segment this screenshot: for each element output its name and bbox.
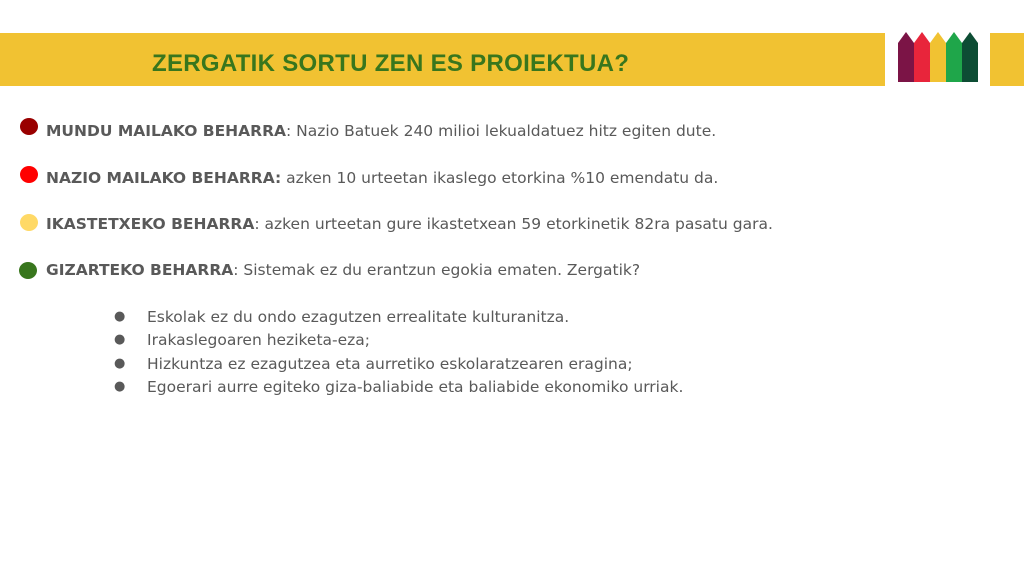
item-text: : Sistemak ez du erantzun egokia ematen. Zergatik?: [233, 261, 641, 279]
pencil-2: [914, 32, 930, 82]
bullet-mark: ●: [114, 379, 126, 394]
bullet-mark: ●: [114, 356, 126, 371]
bullet-text: Hizkuntza ez ezagutzea eta aurretiko eskolaratzearen eragina;: [147, 355, 633, 373]
item-label: NAZIO MAILAKO BEHARRA:: [46, 169, 282, 187]
status-dot-green: [19, 262, 37, 279]
colored-pencils-logo-icon: [897, 31, 979, 83]
item-text: : azken urteetan gure ikastetxean 59 etorkinetik 82ra pasatu gara.: [254, 215, 773, 233]
item-label: GIZARTEKO BEHARRA: [46, 261, 234, 279]
list-item-nazio: [46, 168, 718, 188]
slide-title: ZERGATIK SORTU ZEN ES PROIEKTUA?: [152, 50, 630, 77]
status-dot-dark-red: [20, 118, 38, 135]
bullet-text: Eskolak ez du ondo ezagutzen errealitate kulturanitza.: [147, 308, 570, 326]
pencil-3: [930, 32, 946, 82]
item-text: azken 10 urteetan ikaslego etorkina %10 emendatu da.: [281, 169, 719, 187]
pencil-5: [962, 32, 978, 82]
status-dot-yellow: [20, 214, 38, 231]
pencil-1: [898, 32, 914, 82]
item-label: IKASTETXEKO BEHARRA: [46, 215, 255, 233]
title-band-right: [990, 33, 1024, 86]
list-item-ikastetxeko: [46, 214, 773, 234]
status-dot-red: [20, 166, 38, 183]
bullet-text: Irakaslegoaren heziketa-eza;: [147, 331, 371, 349]
list-item-gizarteko: [46, 260, 640, 280]
list-item-mundu: [46, 121, 716, 141]
pencil-4: [946, 32, 962, 82]
bullet-text: Egoerari aurre egiteko giza-baliabide eta baliabide ekonomiko urriak.: [147, 378, 684, 396]
bullet-mark: ●: [114, 332, 126, 347]
item-label: MUNDU MAILAKO BEHARRA: [46, 122, 287, 140]
bullet-mark: ●: [114, 309, 126, 324]
item-text: : Nazio Batuek 240 milioi lekualdatuez hitz egiten dute.: [286, 122, 717, 140]
